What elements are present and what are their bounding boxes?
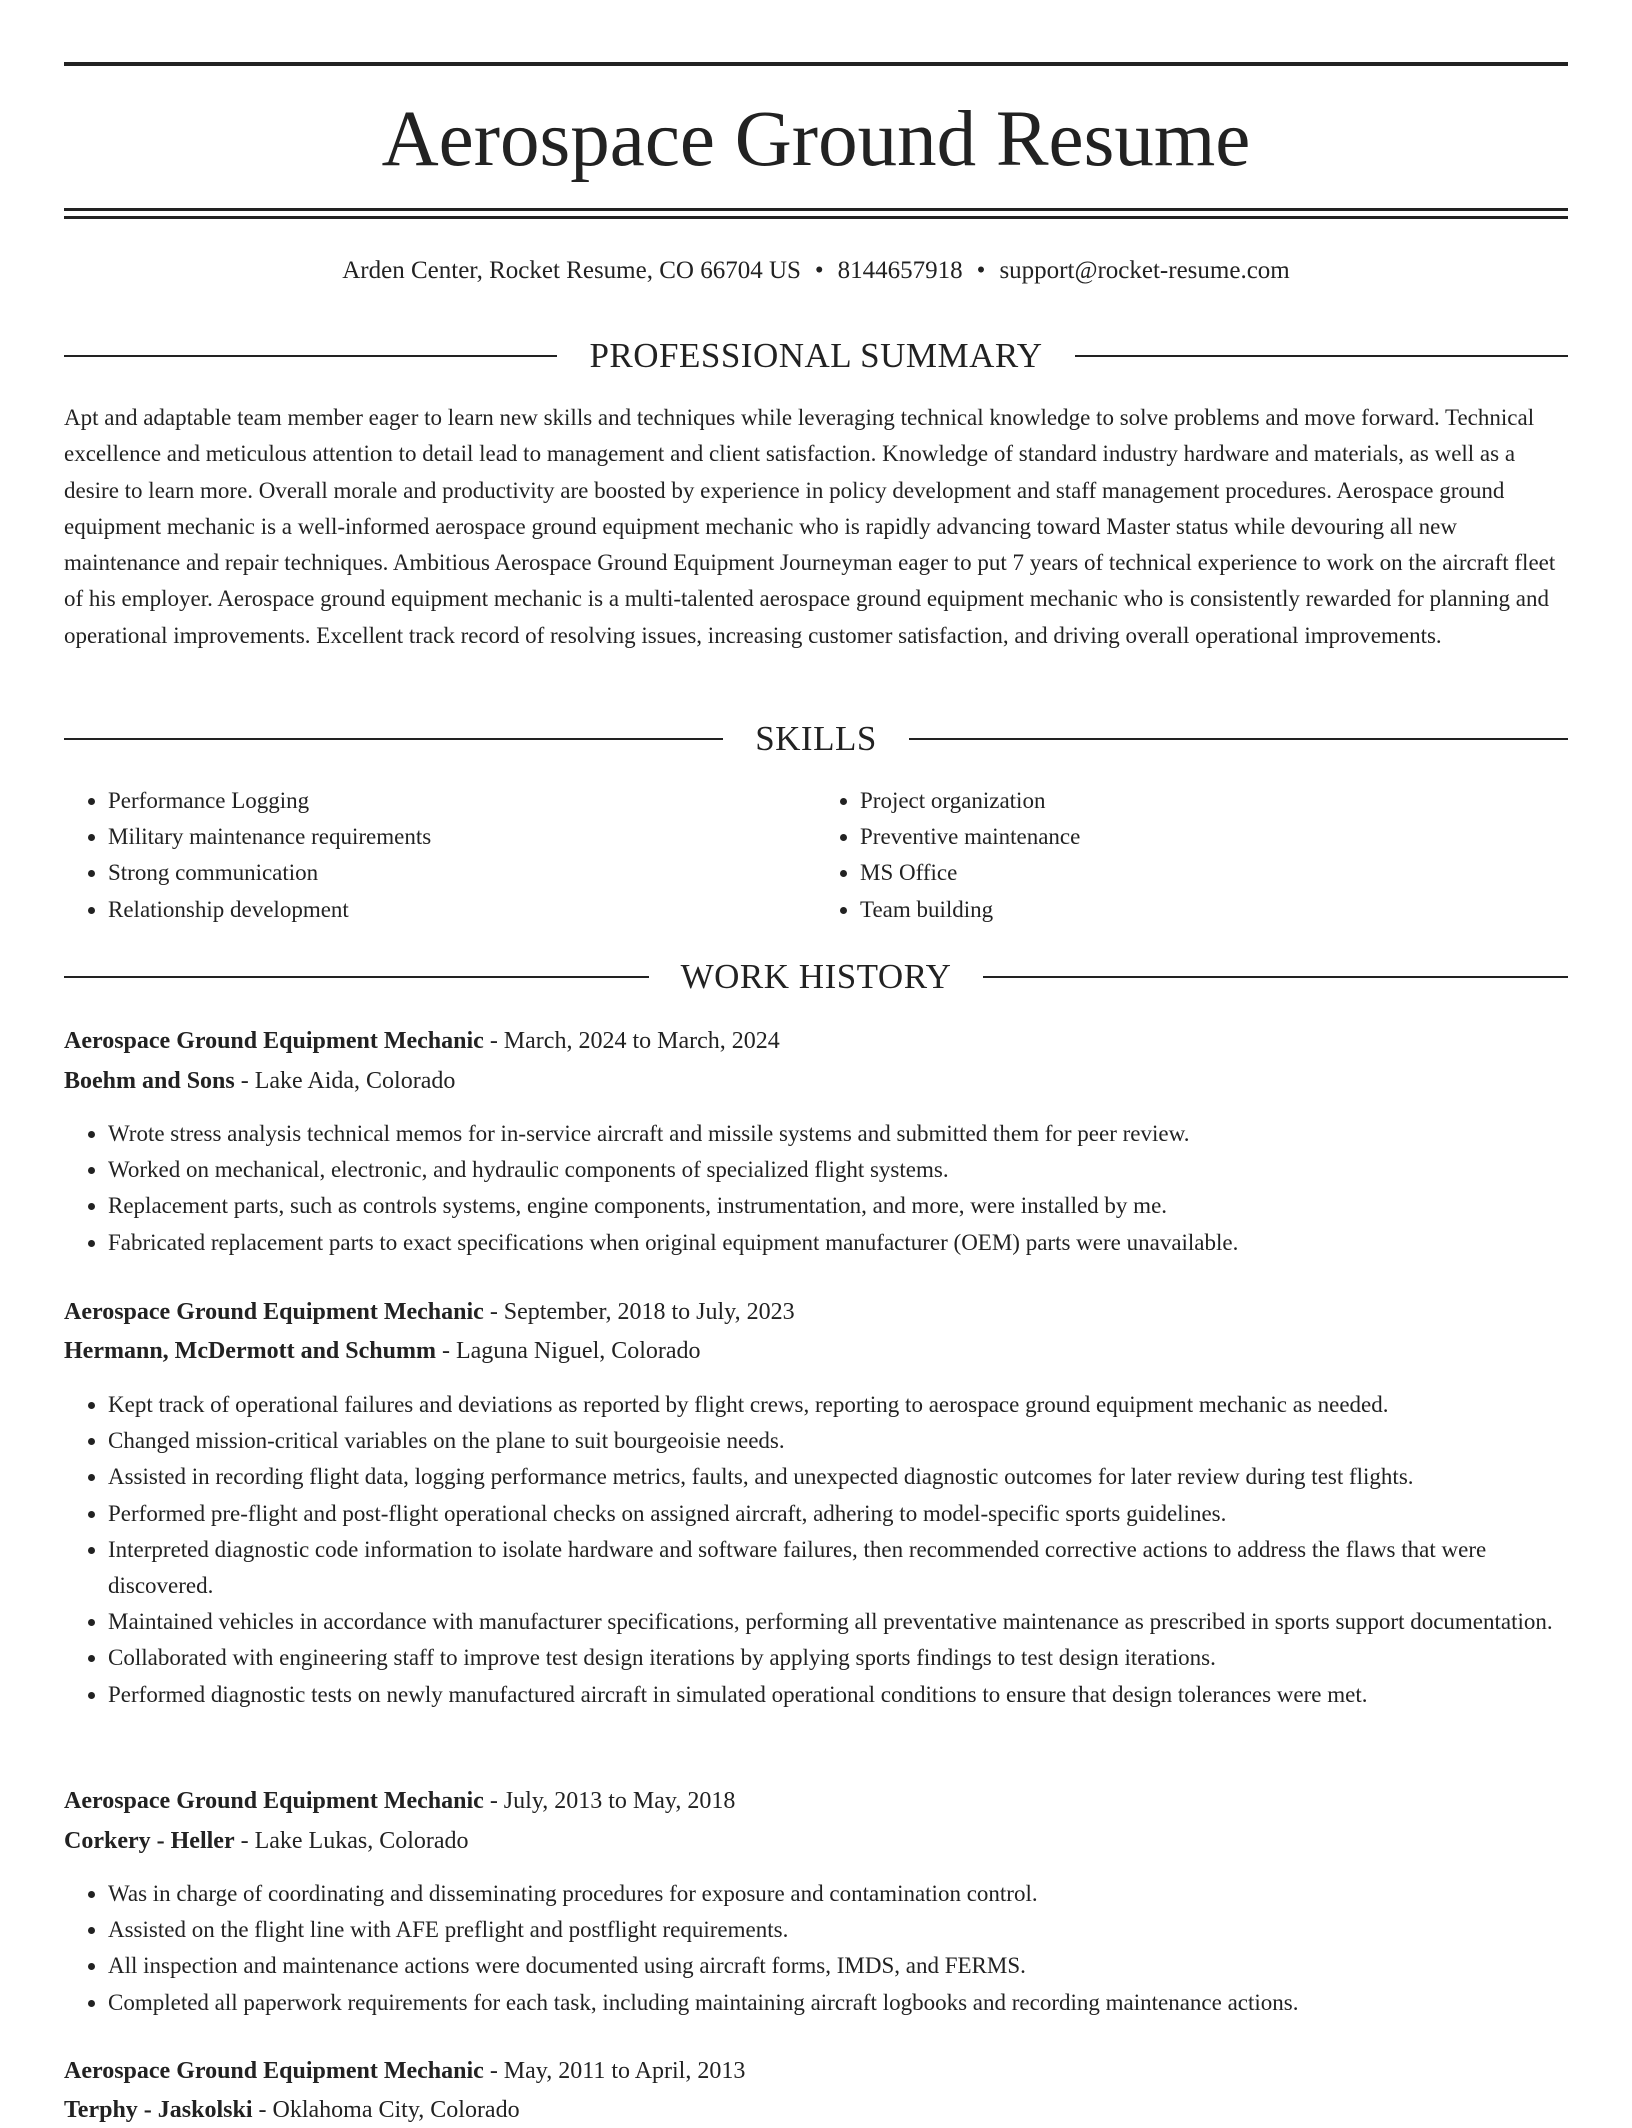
job-bullets: [64, 1116, 1568, 1261]
job-bullet: • Worked on mechanical, electronic, and hydraulic components of specialized flight systems.: [108, 1152, 1568, 1188]
contact-phone: 8144657918: [837, 257, 963, 284]
skill-item: • MS Office: [860, 855, 1568, 891]
section-heading-summary: [64, 334, 1568, 378]
job-location: - Lake Aida, Colorado: [234, 1068, 456, 1094]
section-heading-work: [64, 955, 1568, 999]
job-dates: - May, 2011 to April, 2013: [483, 2058, 746, 2084]
contact-line: [64, 254, 1568, 288]
job-bullet: • Collaborated with engineering staff to improve test design iterations by applying sports findings to test design iterations.: [108, 1640, 1568, 1676]
skill-item: • Military maintenance requirements: [108, 819, 816, 855]
section-title: WORK HISTORY: [680, 957, 952, 996]
job-bullet: • Was in charge of coordinating and disseminating procedures for exposure and contamination control.: [108, 1876, 1568, 1912]
skill-item: • Preventive maintenance: [860, 819, 1568, 855]
title-double-rule-upper: [64, 208, 1568, 211]
section-heading-skills: [64, 717, 1568, 761]
heading-rule-left: [64, 355, 557, 357]
job-title: Aerospace Ground Equipment Mechanic: [64, 2058, 484, 2084]
job-company: Corkery - Heller: [64, 1828, 235, 1854]
skill-item: • Relationship development: [108, 892, 816, 928]
contact-address: Arden Center, Rocket Resume, CO 66704 US: [342, 257, 801, 284]
job-title-line: [64, 1294, 1568, 1330]
job-title-line: [64, 1783, 1568, 1819]
job-title-line: [64, 1023, 1568, 1059]
job-bullet: • Assisted on the flight line with AFE preflight and postflight requirements.: [108, 1912, 1568, 1948]
job-company: Hermann, McDermott and Schumm: [64, 1338, 436, 1364]
job-bullet: • Maintained vehicles in accordance with manufacturer specifications, performing all preventative maintenance as prescribed in sports support documentation.: [108, 1604, 1568, 1640]
job-bullet: • Changed mission-critical variables on the plane to suit bourgeoisie needs.: [108, 1423, 1568, 1459]
job-dates: - July, 2013 to May, 2018: [483, 1788, 736, 1814]
job-bullet: • Performed diagnostic tests on newly manufactured aircraft in simulated operational conditions to ensure that design tolerances were met.: [108, 1677, 1568, 1713]
section-title: SKILLS: [755, 719, 877, 758]
heading-rule-right: [1075, 355, 1568, 357]
job-bullets: [64, 1387, 1568, 1713]
skill-item: • Project organization: [860, 783, 1568, 819]
job-title-line: [64, 2053, 1568, 2089]
job-title: Aerospace Ground Equipment Mechanic: [64, 1788, 484, 1814]
job-location: - Lake Lukas, Colorado: [234, 1828, 469, 1854]
summary-paragraph: Apt and adaptable team member eager to learn new skills and techniques while leveraging technical knowledge to solve problems and move forward. Technical excellence and meticulous attention to detail lead to management and client satisfaction. Knowledge of standard industry hardware and materials, as well as a desire to learn more. Overall morale and productivity are boosted by experience in policy development and staff management procedures. Aerospace ground equipment mechanic is a well-informed aerospace ground equipment mechanic who is rapidly advancing toward Master status while devouring all new maintenance and repair techniques. Ambitious Aerospace Ground Equipment Journeyman eager to put 7 years of technical experience to work on the aircraft fleet of his employer. Aerospace ground equipment mechanic is a multi-talented aerospace ground equipment mechanic who is consistently rewarded for planning and operational improvements. Excellent track record of resolving issues, increasing customer satisfaction, and driving overall operational improvements.: [64, 405, 1556, 648]
job-company: Boehm and Sons: [64, 1068, 235, 1094]
heading-rule-left: [64, 976, 649, 978]
skills-list: [64, 783, 1568, 928]
section-title: PROFESSIONAL SUMMARY: [589, 336, 1043, 375]
job-bullet: • Performed pre-flight and post-flight operational checks on assigned aircraft, adhering to model-specific sports guidelines.: [108, 1496, 1568, 1532]
job-bullet: • Interpreted diagnostic code information to isolate hardware and software failures, then recommended corrective actions to address the flaws that were discovered.: [108, 1532, 1568, 1604]
heading-rule-left: [64, 738, 723, 740]
skill-item: • Performance Logging: [108, 783, 816, 819]
job-title: Aerospace Ground Equipment Mechanic: [64, 1028, 484, 1054]
top-rule: [64, 62, 1568, 66]
job-dates: - March, 2024 to March, 2024: [483, 1028, 780, 1054]
job-location: - Oklahoma City, Colorado: [252, 2097, 520, 2123]
job-company-line: [64, 2092, 1568, 2128]
contact-email: support@rocket-resume.com: [999, 257, 1290, 284]
skills-column-right: [816, 783, 1568, 928]
contact-separator: •: [976, 257, 986, 284]
job-company-line: [64, 1063, 1568, 1099]
job-title: Aerospace Ground Equipment Mechanic: [64, 1299, 484, 1325]
heading-rule-right: [983, 976, 1568, 978]
job-company-line: [64, 1333, 1568, 1369]
skill-item: • Strong communication: [108, 855, 816, 891]
job-company: Terphy - Jaskolski: [64, 2097, 253, 2123]
heading-rule-right: [909, 738, 1568, 740]
job-bullet: • All inspection and maintenance actions were documented using aircraft forms, IMDS, and FERMS.: [108, 1948, 1568, 1984]
contact-separator: •: [814, 257, 824, 284]
job-bullet: • Completed all paperwork requirements for each task, including maintaining aircraft logbooks and recording maintenance actions.: [108, 1985, 1568, 2021]
job-dates: - September, 2018 to July, 2023: [483, 1299, 795, 1325]
job-location: - Laguna Niguel, Colorado: [435, 1338, 701, 1364]
title-double-rule-lower: [64, 216, 1568, 219]
resume-title: Aerospace Ground Resume: [381, 96, 1251, 183]
job-bullet: • Wrote stress analysis technical memos for in-service aircraft and missile systems and submitted them for peer review.: [108, 1116, 1568, 1152]
job-bullet: • Replacement parts, such as controls systems, engine components, instrumentation, and more, were installed by me.: [108, 1188, 1568, 1224]
job-company-line: [64, 1823, 1568, 1859]
skill-item: • Team building: [860, 892, 1568, 928]
job-bullet: • Assisted in recording flight data, logging performance metrics, faults, and unexpected diagnostic outcomes for later review during test flights.: [108, 1459, 1568, 1495]
skills-column-left: [64, 783, 816, 928]
job-bullet: • Kept track of operational failures and deviations as reported by flight crews, reporting to aerospace ground equipment mechanic as needed.: [108, 1387, 1568, 1423]
job-bullet: • Fabricated replacement parts to exact specifications when original equipment manufacturer (OEM) parts were unavailable.: [108, 1225, 1568, 1261]
job-bullets: [64, 1876, 1568, 2021]
